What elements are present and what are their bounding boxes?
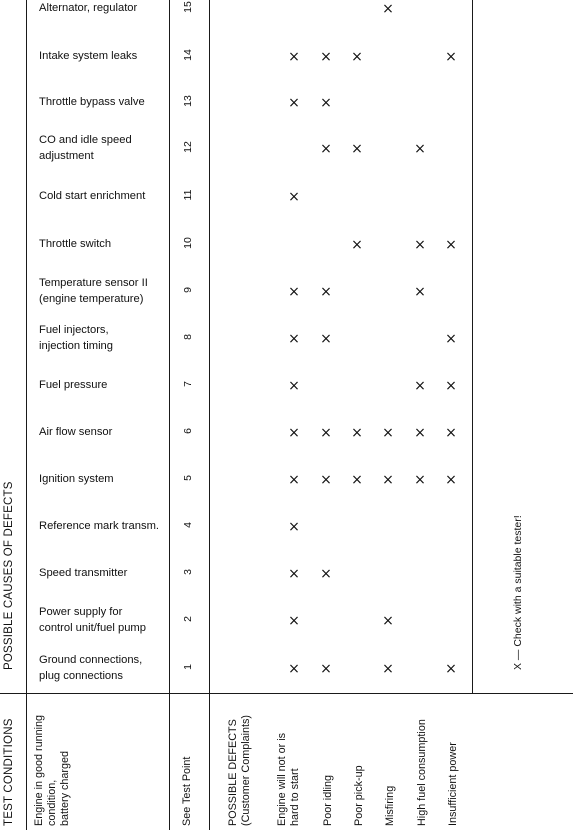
test-point-number: 5 [182, 475, 194, 481]
grid-line-tp [169, 0, 170, 830]
defect-mark: × [445, 425, 457, 441]
defect-mark: × [288, 519, 300, 535]
defect-header-line: Engine will not or is [276, 732, 288, 826]
cause-label-line: control unit/fuel pump [39, 622, 146, 634]
test-point-number: 2 [182, 616, 194, 622]
defect-header-line: Misfiring [384, 785, 396, 826]
defect-header [384, 786, 397, 826]
test-point-number: 11 [182, 189, 194, 201]
defect-mark: × [445, 472, 457, 488]
cause-label [39, 604, 169, 636]
test-point-number: 9 [182, 287, 194, 293]
defect-mark: × [351, 237, 363, 253]
defect-header-line: Poor pick-up [353, 765, 365, 826]
cause-label [39, 275, 169, 307]
defect-mark: × [288, 661, 300, 677]
possible-defects-subtitle: (Customer Complaints) [240, 715, 252, 826]
possible-causes-header: POSSIBLE CAUSES OF DEFECTS [3, 481, 15, 670]
cause-label-line: injection timing [39, 340, 113, 352]
grid-line-defects [209, 0, 210, 830]
defect-header [416, 719, 429, 826]
cause-label-line: Intake system leaks [39, 50, 138, 62]
defect-mark: × [288, 95, 300, 111]
defect-mark: × [288, 331, 300, 347]
defect-header [322, 775, 335, 826]
cause-label-line: Speed transmitter [39, 567, 128, 579]
test-point-number: 14 [182, 49, 194, 61]
defect-mark: × [320, 284, 332, 300]
test-point-number: 10 [182, 237, 194, 249]
defect-header-line: High fuel consumption [416, 719, 428, 826]
defect-mark: × [288, 378, 300, 394]
cause-label-line: Ignition system [39, 473, 114, 485]
cause-label [39, 471, 169, 487]
test-conditions-line: Engine in good running [33, 714, 45, 826]
cause-label-line: Cold start enrichment [39, 190, 146, 202]
defect-mark: × [445, 331, 457, 347]
test-point-number: 4 [182, 522, 194, 528]
cause-label-line: Reference mark transm. [39, 520, 159, 532]
defect-header [447, 742, 460, 826]
defect-mark: × [382, 472, 394, 488]
test-point-number: 12 [182, 141, 194, 153]
test-point-number: 13 [182, 95, 194, 107]
defect-mark: × [320, 661, 332, 677]
possible-defects-title: POSSIBLE DEFECTS [227, 719, 239, 826]
defect-mark: × [445, 661, 457, 677]
defect-mark: × [351, 49, 363, 65]
cause-label [39, 48, 169, 64]
test-conditions-header: TEST CONDITIONS [3, 718, 15, 826]
cause-label-line: (engine temperature) [39, 293, 144, 305]
cause-label [39, 518, 169, 534]
cause-label [39, 424, 169, 440]
defect-mark: × [288, 284, 300, 300]
defect-mark: × [445, 378, 457, 394]
test-point-number: 1 [182, 664, 194, 670]
cause-label-line: Temperature sensor II [39, 277, 148, 289]
defect-header-line: Poor idling [322, 774, 334, 826]
test-conditions-line: condition, [46, 779, 58, 826]
cause-label-line: Throttle bypass valve [39, 96, 145, 108]
defect-mark: × [288, 425, 300, 441]
cause-label [39, 0, 169, 16]
defect-mark: × [351, 141, 363, 157]
cause-label-line: Ground connections, [39, 654, 143, 666]
cause-label-line: Throttle switch [39, 238, 112, 250]
cause-label [39, 132, 169, 164]
defect-mark: × [414, 472, 426, 488]
cause-label [39, 188, 169, 204]
grid-line-notes [472, 0, 473, 693]
cause-label-line: Alternator, regulator [39, 2, 138, 14]
defect-mark: × [288, 613, 300, 629]
cause-label [39, 377, 169, 393]
test-point-number: 8 [182, 334, 194, 340]
defect-mark: × [320, 141, 332, 157]
test-point-number: 15 [182, 1, 194, 13]
defect-mark: × [320, 95, 332, 111]
defect-mark: × [320, 425, 332, 441]
cause-label-line: adjustment [39, 150, 94, 162]
defect-mark: × [382, 425, 394, 441]
grid-line-header [0, 693, 573, 694]
defect-mark: × [414, 237, 426, 253]
cause-label-line: Fuel pressure [39, 379, 108, 391]
defect-mark: × [414, 425, 426, 441]
cause-label-line: CO and idle speed [39, 134, 132, 146]
defect-mark: × [382, 661, 394, 677]
defect-mark: × [320, 331, 332, 347]
cause-label-line: Power supply for [39, 606, 123, 618]
test-point-number: 3 [182, 569, 194, 575]
footnote: X — Check with a suitable tester! [512, 515, 524, 670]
grid-line-left [26, 0, 27, 830]
test-conditions-text [33, 715, 72, 826]
cause-label [39, 94, 169, 110]
defect-mark: × [445, 237, 457, 253]
defect-header [353, 765, 366, 826]
defect-header-line: Insufficient power [447, 742, 459, 826]
defect-mark: × [288, 566, 300, 582]
cause-label-line: Fuel injectors, [39, 324, 109, 336]
cause-label [39, 565, 169, 581]
test-point-number: 6 [182, 428, 194, 434]
cause-label-line: plug connections [39, 670, 123, 682]
defect-mark: × [382, 1, 394, 17]
defect-mark: × [414, 141, 426, 157]
defect-header-line: hard to start [289, 768, 301, 826]
defect-mark: × [288, 189, 300, 205]
cause-label [39, 236, 169, 252]
defect-mark: × [320, 49, 332, 65]
see-test-point-label: See Test Point [181, 756, 193, 826]
defect-mark: × [288, 472, 300, 488]
test-conditions-line: battery charged [59, 750, 71, 826]
possible-defects-header [227, 715, 253, 826]
defect-mark: × [414, 284, 426, 300]
defect-mark: × [445, 49, 457, 65]
defect-mark: × [288, 49, 300, 65]
defect-mark: × [351, 472, 363, 488]
cause-label-line: Air flow sensor [39, 426, 113, 438]
defect-mark: × [382, 613, 394, 629]
cause-label [39, 322, 169, 354]
defect-mark: × [320, 566, 332, 582]
test-point-number: 7 [182, 381, 194, 387]
cause-label [39, 652, 169, 684]
defect-mark: × [351, 425, 363, 441]
defect-header [276, 733, 302, 826]
defect-mark: × [320, 472, 332, 488]
defect-mark: × [414, 378, 426, 394]
